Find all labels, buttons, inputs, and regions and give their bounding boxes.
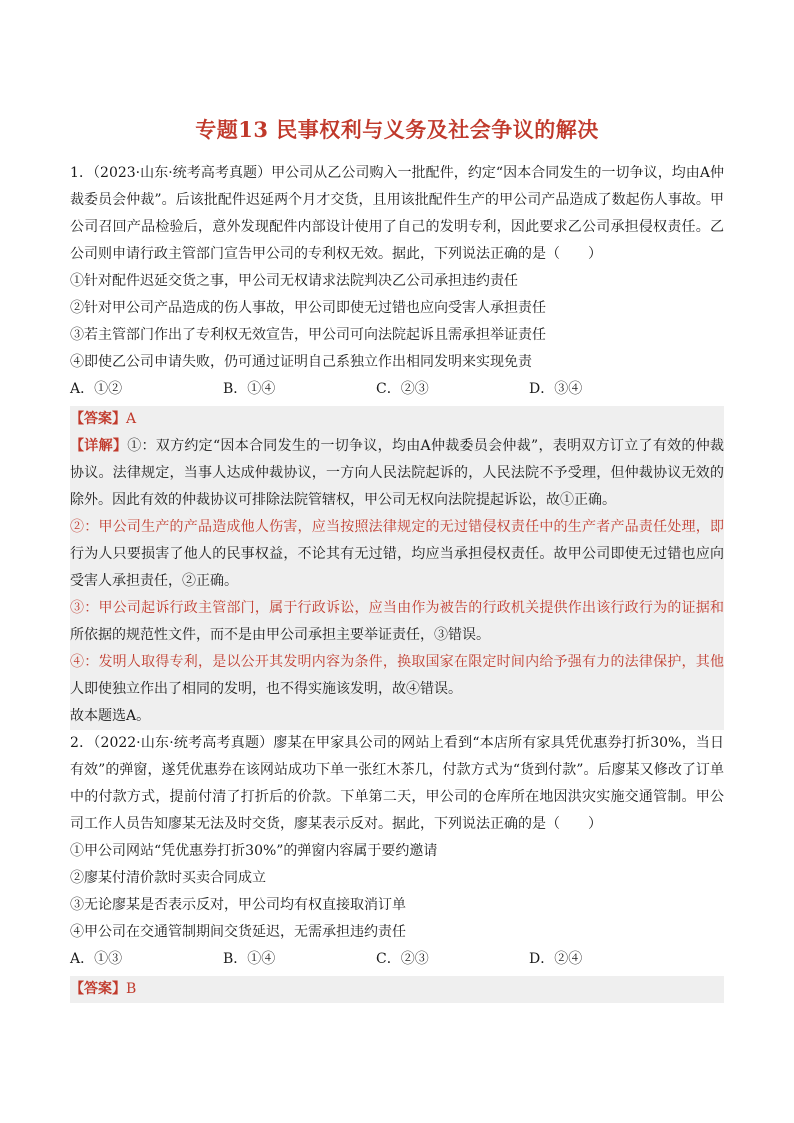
question-1-choice-c: C．②③: [376, 381, 429, 397]
question-1-choice-b: B．①④: [223, 381, 276, 397]
question-1-detail-3: [70, 595, 724, 649]
question-2-option-3: ③无论廖某是否表示反对，甲公司均有权直接取消订单: [70, 897, 406, 913]
question-1-choice-d: D．③④: [529, 381, 583, 397]
question-1-option-2: ②针对甲公司产品造成的伤人事故，甲公司即使无过错也应向受害人承担责任: [70, 300, 546, 316]
detail-text-1: ①：双方约定“因本合同发生的一切争议，均由A仲裁委员会仲裁”，表明双方订立了有效的仲裁协议。法律规定，当事人达成仲裁协议，一方向人民法院起诉的，人民法院不予受理，但仲裁协议无效的除外。因此有效的仲裁协议可排除法院管辖权，甲公司无权向法院提起诉讼，故①正确。: [70, 438, 724, 508]
answer-value: A: [126, 411, 137, 427]
detail-text-2-red: ②：甲公司生产的产品造成他人伤害，应当按照法律规定的无过错侵权责任中的生产者产品责任处理，即: [70, 519, 724, 535]
question-1-option-1: ①针对配件迟延交货之事，甲公司无权请求法院判决乙公司承担违约责任: [70, 273, 518, 289]
question-2-choice-a: A．①③: [70, 951, 123, 967]
question-2-option-4: ④甲公司在交通管制期间交货延迟，无需承担违约责任: [70, 924, 406, 940]
detail-text-4-red: ④：发明人取得专利，是以公开其发明内容为条件，换取国家在限定时间内给予强有力的法律保护，其他: [70, 654, 724, 670]
question-2-stem: 2．（2022·山东·统考高考真题）廖某在甲家具公司的网站上看到“本店所有家具凭优惠券打折30%，当日有效”的弹窗，遂凭优惠券在该网站成功下单一张红木茶几，付款方式为“货到付款”。后廖某又修改了订单中的付款方式，提前付清了打折后的价款。下单第二天，甲公司的仓库所在地因洪灾实施交通管制。甲公司工作人员告知廖某无法及时交货，廖某表示反对。据此，下列说法正确的是（ ）: [70, 735, 724, 832]
question-1-option-3: ③若主管部门作出了专利权无效宣告，甲公司可向法院起诉且需承担举证责任: [70, 327, 546, 343]
question-2-choice-b: B．①④: [223, 951, 276, 967]
question-1-choice-a: A．①②: [70, 381, 123, 397]
question-1-detail-2: [70, 514, 724, 595]
question-1-detail-4: [70, 649, 724, 703]
question-2-option-1: ①甲公司网站“凭优惠券打折30%”的弹窗内容属于要约邀请: [70, 843, 438, 859]
question-2-answer: [70, 976, 724, 1003]
question-1-stem: 1．（2023·山东·统考高考真题）甲公司从乙公司购入一批配件，约定“因本合同发生的一切争议，均由A仲裁委员会仲裁”。后该批配件迟延两个月才交货，且用该批配件生产的甲公司产品造成了数起伤人事故。甲公司召回产品检验后，意外发现配件内部设计使用了自己的发明专利，因此要求乙公司承担侵权责任。乙公司则申请行政主管部门宣告甲公司的专利权无效。据此，下列说法正确的是（ ）: [70, 165, 724, 262]
question-1-detail-1: [70, 433, 724, 514]
question-2-choices: [70, 946, 724, 973]
question-1-option-4: ④即使乙公司申请失败，仍可通过证明自己系独立作出相同发明来实现免责: [70, 354, 532, 370]
detail-text-4: 人即使独立作出了相同的发明，也不得实施该发明，故④错误。: [70, 681, 462, 697]
question-2-choice-c: C．②③: [376, 951, 429, 967]
question-2-answer-block: [70, 976, 724, 1003]
document-content: [70, 160, 724, 1003]
answer-tag: 【答案】: [70, 981, 126, 997]
answer-tag: 【答案】: [70, 411, 126, 427]
page-title: 专题13 民事权利与义务及社会争议的解决: [195, 117, 599, 142]
detail-text-3: 所依据的规范性文件，而不是由甲公司承担主要举证责任，③错误。: [70, 627, 490, 643]
question-2-choice-d: D．②④: [529, 951, 583, 967]
question-1-choices: [70, 376, 724, 403]
question-1-conclusion: 故本题选A。: [70, 708, 151, 724]
question-2-option-2: ②廖某付清价款时买卖合同成立: [70, 870, 266, 886]
answer-value: B: [126, 981, 137, 997]
question-1-answer: [70, 406, 724, 433]
question-1-answer-block: [70, 406, 724, 730]
detail-text-2: 行为人只要损害了他人的民事权益，不论其有无过错，均应当承担侵权责任。故甲公司即使无过错也应向受害人承担责任，②正确。: [70, 546, 724, 589]
detail-tag: 【详解】: [70, 438, 128, 454]
detail-text-3-red: ③：甲公司起诉行政主管部门，属于行政诉讼，应当由作为被告的行政机关提供作出该行政行为的证据和: [70, 600, 724, 616]
